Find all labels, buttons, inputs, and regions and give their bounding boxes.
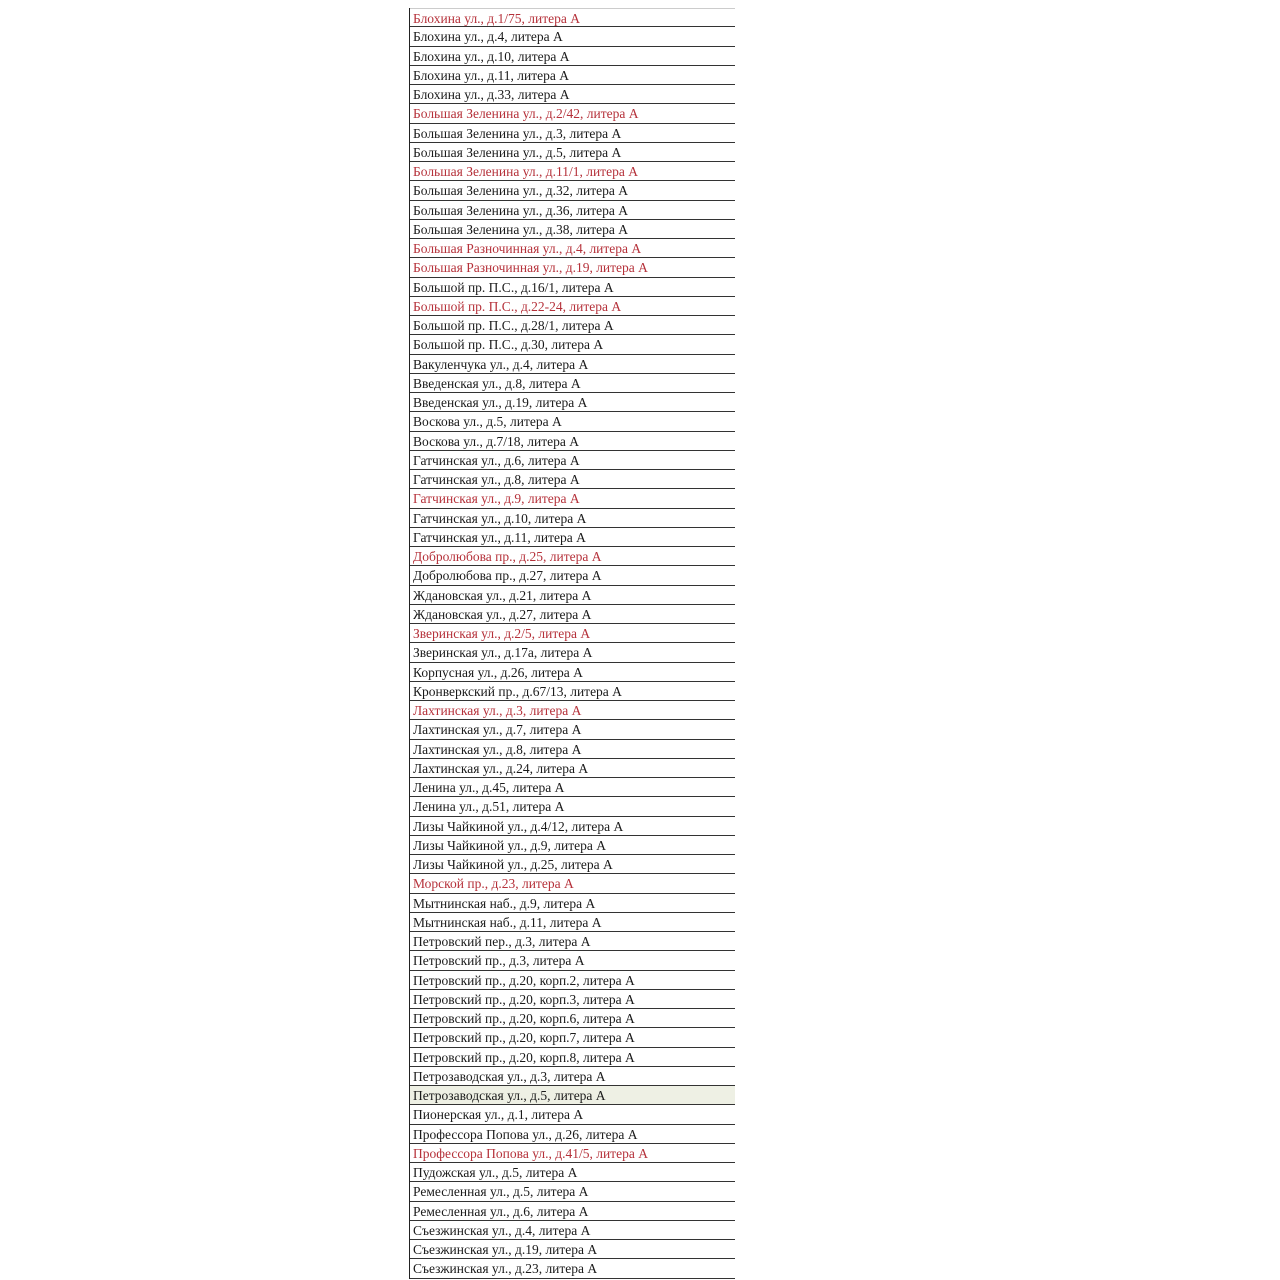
table-row[interactable]: Лахтинская ул., д.3, литера А — [410, 701, 735, 720]
table-row[interactable]: Большой пр. П.С., д.22-24, литера А — [410, 297, 735, 316]
table-row[interactable]: Большая Разночинная ул., д.19, литера А — [410, 258, 735, 277]
table-row[interactable]: Пудожская ул., д.5, литера А — [410, 1163, 735, 1182]
table-row[interactable]: Мытнинская наб., д.9, литера А — [410, 894, 735, 913]
table-row[interactable]: Воскова ул., д.7/18, литера А — [410, 432, 735, 451]
table-row[interactable]: Добролюбова пр., д.25, литера А — [410, 547, 735, 566]
table-row[interactable]: Ремесленная ул., д.6, литера А — [410, 1202, 735, 1221]
table-row[interactable]: Блохина ул., д.4, литера А — [410, 27, 735, 46]
table-row[interactable]: Лизы Чайкиной ул., д.25, литера А — [410, 855, 735, 874]
table-row[interactable]: Мытнинская наб., д.11, литера А — [410, 913, 735, 932]
table-row[interactable]: Блохина ул., д.10, литера А — [410, 47, 735, 66]
table-row[interactable]: Корпусная ул., д.26, литера А — [410, 663, 735, 682]
table-row[interactable]: Большой пр. П.С., д.30, литера А — [410, 335, 735, 354]
table-row[interactable]: Добролюбова пр., д.27, литера А — [410, 566, 735, 585]
table-row[interactable]: Ждановская ул., д.27, литера А — [410, 605, 735, 624]
table-row[interactable]: Большая Разночинная ул., д.4, литера А — [410, 239, 735, 258]
table-row[interactable]: Петровский пер., д.3, литера А — [410, 932, 735, 951]
table-row[interactable]: Большая Зеленина ул., д.11/1, литера А — [410, 162, 735, 181]
table-row[interactable]: Профессора Попова ул., д.41/5, литера А — [410, 1144, 735, 1163]
table-row[interactable]: Лизы Чайкиной ул., д.4/12, литера А — [410, 817, 735, 836]
table-row[interactable]: Введенская ул., д.19, литера А — [410, 393, 735, 412]
table-row[interactable]: Зверинская ул., д.17а, литера А — [410, 643, 735, 662]
table-row[interactable]: Ленина ул., д.45, литера А — [410, 778, 735, 797]
table-row[interactable]: Съезжинская ул., д.4, литера А — [410, 1221, 735, 1240]
table-row[interactable]: Гатчинская ул., д.9, литера А — [410, 489, 735, 508]
table-row[interactable]: Петрозаводская ул., д.3, литера А — [410, 1067, 735, 1086]
table-row[interactable]: Петровский пр., д.20, корп.8, литера А — [410, 1048, 735, 1067]
table-row[interactable]: Пионерская ул., д.1, литера А — [410, 1105, 735, 1124]
table-row[interactable]: Блохина ул., д.11, литера А — [410, 66, 735, 85]
table-row[interactable]: Гатчинская ул., д.10, литера А — [410, 509, 735, 528]
table-row[interactable]: Зверинская ул., д.2/5, литера А — [410, 624, 735, 643]
table-row[interactable]: Петрозаводская ул., д.5, литера А — [410, 1086, 735, 1105]
table-row[interactable]: Ленина ул., д.51, литера А — [410, 797, 735, 816]
table-row[interactable]: Лахтинская ул., д.8, литера А — [410, 740, 735, 759]
table-row[interactable]: Петровский пр., д.20, корп.2, литера А — [410, 971, 735, 990]
table-row[interactable]: Петровский пр., д.20, корп.3, литера А — [410, 990, 735, 1009]
table-row[interactable]: Лахтинская ул., д.7, литера А — [410, 720, 735, 739]
table-row[interactable]: Большая Зеленина ул., д.36, литера А — [410, 201, 735, 220]
table-row[interactable]: Ждановская ул., д.21, литера А — [410, 586, 735, 605]
table-row[interactable]: Большой пр. П.С., д.16/1, литера А — [410, 278, 735, 297]
table-row[interactable]: Большой пр. П.С., д.28/1, литера А — [410, 316, 735, 335]
table-row[interactable]: Петровский пр., д.3, литера А — [410, 951, 735, 970]
table-row[interactable]: Гатчинская ул., д.11, литера А — [410, 528, 735, 547]
table-row[interactable]: Съезжинская ул., д.23, литера А — [410, 1259, 735, 1278]
table-row[interactable]: Профессора Попова ул., д.26, литера А — [410, 1125, 735, 1144]
table-row[interactable]: Гатчинская ул., д.6, литера А — [410, 451, 735, 470]
table-row[interactable]: Петровский пр., д.20, корп.7, литера А — [410, 1028, 735, 1047]
table-row[interactable]: Петровский пр., д.20, корп.6, литера А — [410, 1009, 735, 1028]
table-row[interactable]: Лизы Чайкиной ул., д.9, литера А — [410, 836, 735, 855]
table-row[interactable]: Большая Зеленина ул., д.5, литера А — [410, 143, 735, 162]
address-table — [409, 8, 735, 1279]
table-row[interactable]: Ремесленная ул., д.5, литера А — [410, 1182, 735, 1201]
table-row[interactable]: Морской пр., д.23, литера А — [410, 874, 735, 893]
table-row[interactable]: Вакуленчука ул., д.4, литера А — [410, 355, 735, 374]
table-row[interactable]: Введенская ул., д.8, литера А — [410, 374, 735, 393]
table-row[interactable]: Лахтинская ул., д.24, литера А — [410, 759, 735, 778]
table-row[interactable]: Большая Зеленина ул., д.38, литера А — [410, 220, 735, 239]
table-row[interactable]: Кронверкский пр., д.67/13, литера А — [410, 682, 735, 701]
table-row[interactable]: Блохина ул., д.33, литера А — [410, 85, 735, 104]
table-row[interactable]: Воскова ул., д.5, литера А — [410, 412, 735, 431]
table-row[interactable]: Большая Зеленина ул., д.3, литера А — [410, 124, 735, 143]
table-row[interactable]: Съезжинская ул., д.19, литера А — [410, 1240, 735, 1259]
table-row[interactable]: Гатчинская ул., д.8, литера А — [410, 470, 735, 489]
table-row[interactable]: Блохина ул., д.1/75, литера А — [410, 8, 735, 27]
table-row[interactable]: Большая Зеленина ул., д.32, литера А — [410, 181, 735, 200]
table-row[interactable]: Большая Зеленина ул., д.2/42, литера А — [410, 104, 735, 123]
